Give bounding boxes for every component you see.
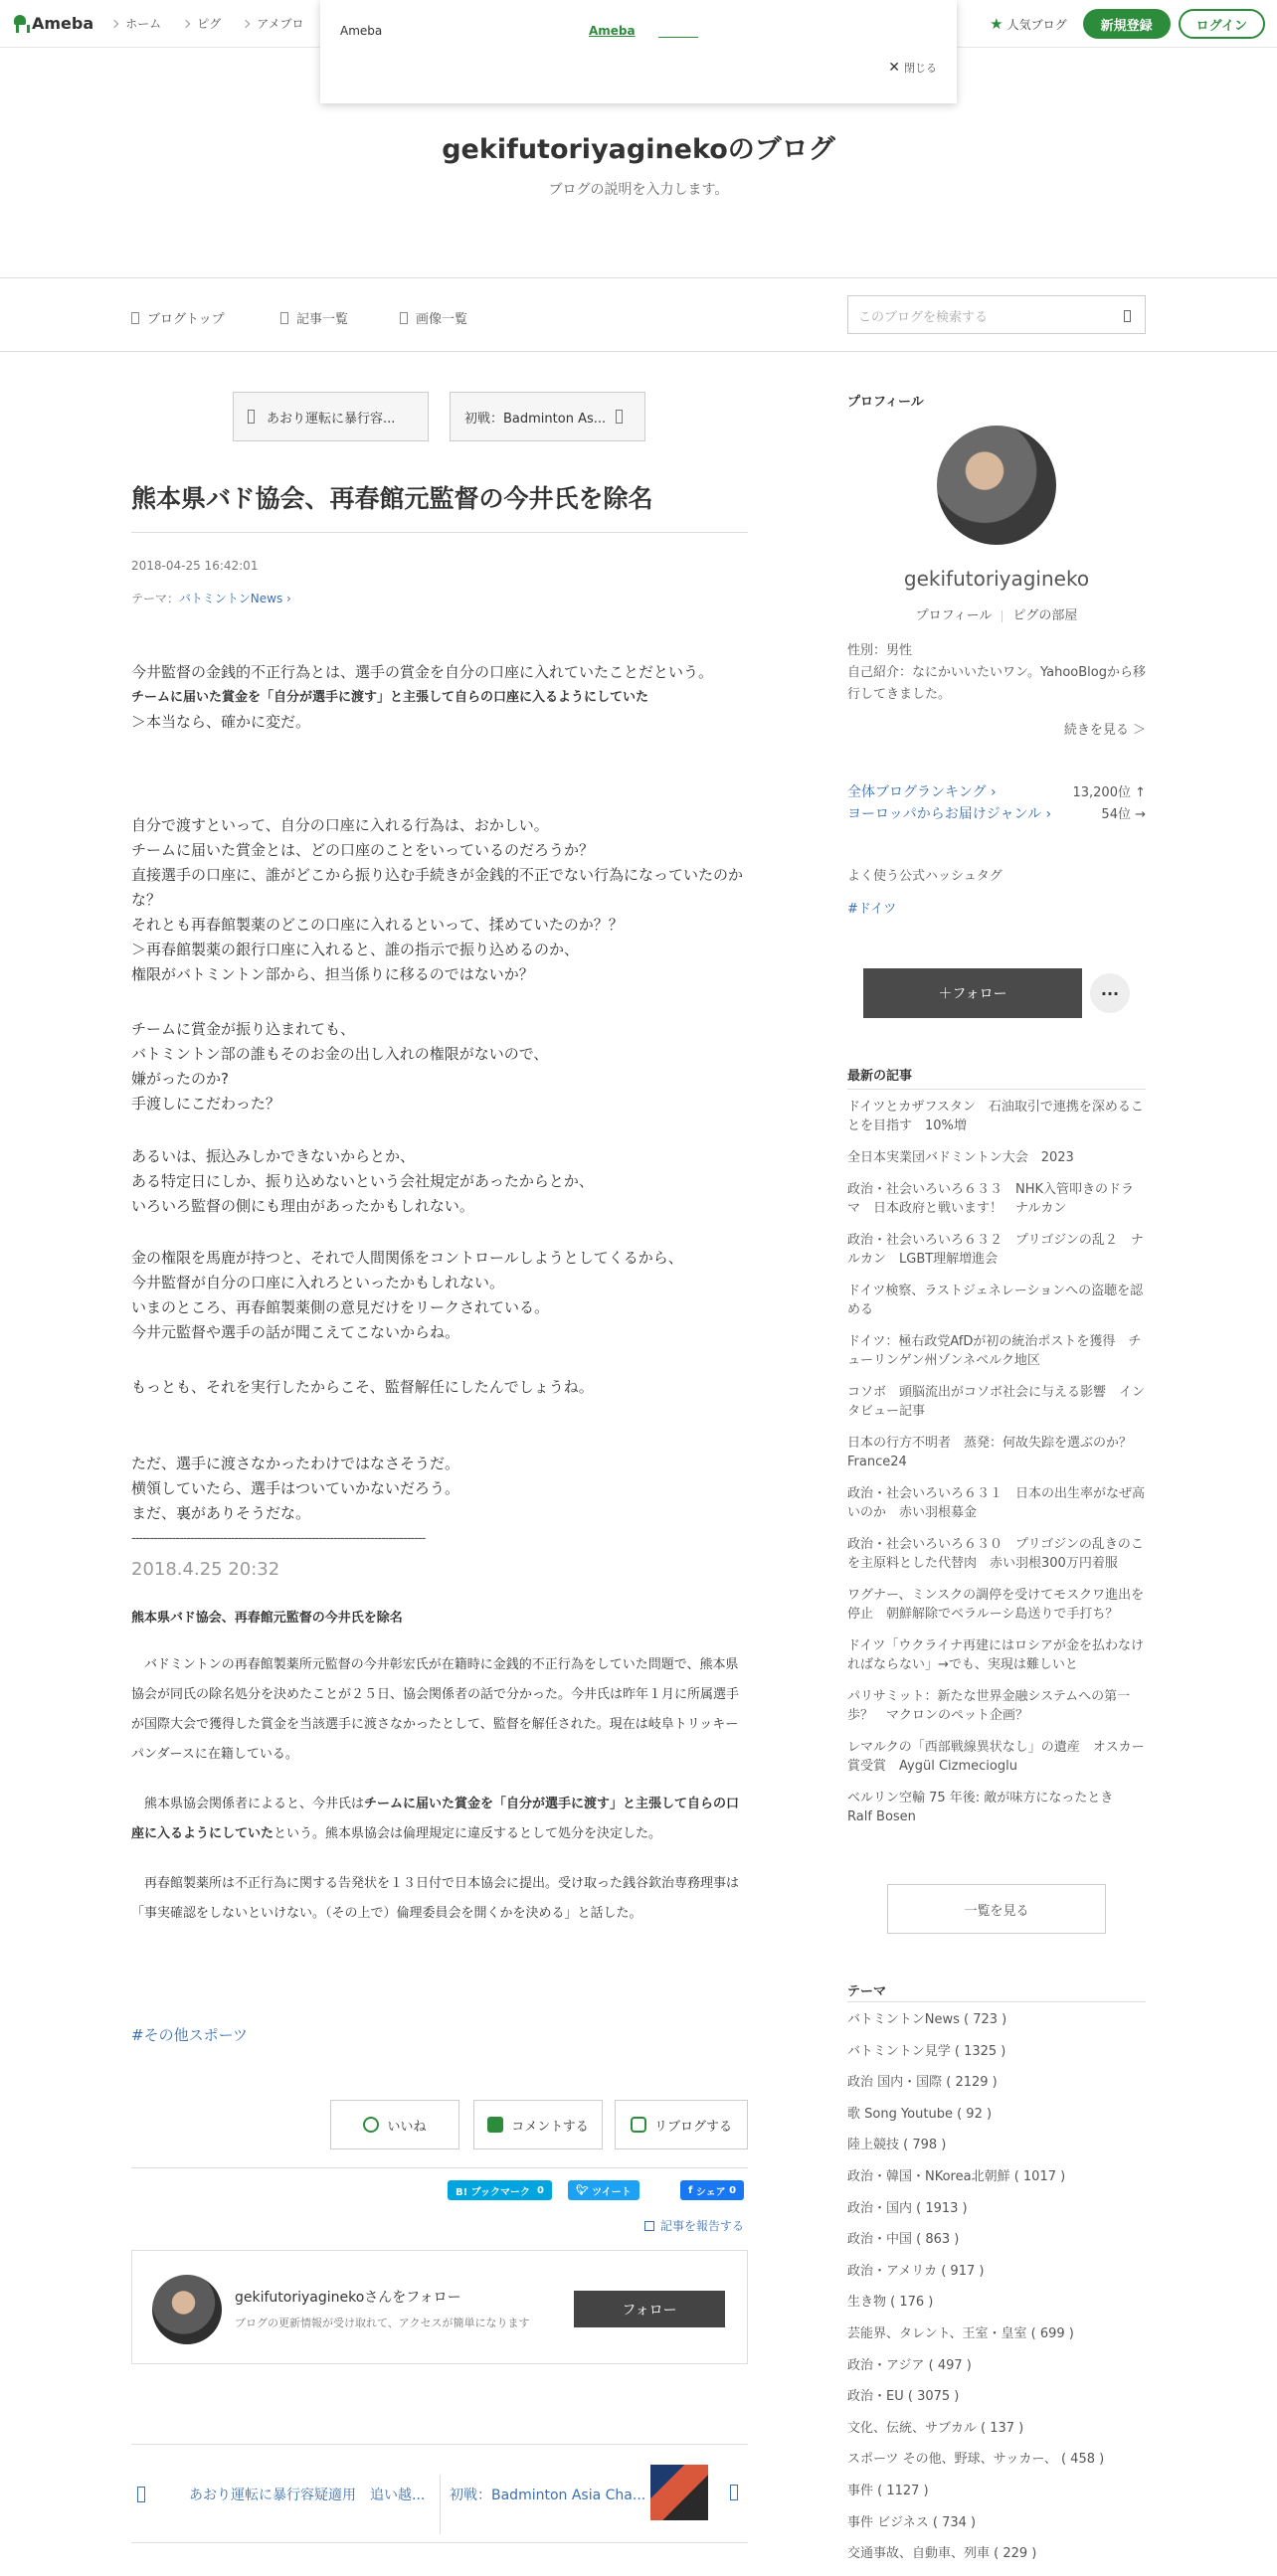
prev-entry-button[interactable]: [233, 392, 429, 441]
theme-item[interactable]: 事件 ビジネス ( 734 ): [847, 2514, 977, 2530]
quote-date: 2018.4.25 20:32: [131, 1559, 280, 1580]
home-icon: [131, 312, 139, 324]
ranking-label: ヨーロッパからお届けジャンル ›: [847, 806, 1052, 822]
overall-ranking[interactable]: [847, 781, 1146, 801]
hatena-bookmark-button[interactable]: [448, 2180, 552, 2200]
popup-link[interactable]: Ameba: [589, 24, 636, 38]
reblog-icon: [631, 2117, 646, 2133]
entry-text: チームに届いた賞金とは、どの口座のことをいっているのだろうか？: [131, 841, 595, 859]
quoted-news-title: 熊本県バド協会、再春館元監督の今井氏を除名: [131, 1611, 403, 1626]
header-actions: [990, 9, 1265, 39]
ranking-value: 13,200位 ↑: [1072, 785, 1146, 800]
nav-ameblo-label: アメブロ: [257, 17, 304, 31]
list-item[interactable]: ドイツとカザフスタン 石油取引で連携を深めることを目指す 10%増: [847, 1100, 1144, 1133]
more-options-button[interactable]: ···: [1090, 973, 1130, 1013]
entry-text: という。熊本県協会は倫理規定に違反するとして処分を決定した。: [274, 1826, 662, 1841]
theme-item[interactable]: 政治・韓国・NKorea北朝鮮 ( 1017 ): [847, 2168, 1066, 2184]
entry-theme: [131, 590, 291, 606]
entry-paragraph-6: [131, 1375, 748, 1400]
chevron-right-icon: ›: [282, 592, 291, 605]
follow-button[interactable]: フォロー: [574, 2291, 725, 2327]
like-label: いいね: [387, 2119, 427, 2135]
entry-text: 熊本県協会関係者によると、今井氏は: [131, 1797, 365, 1811]
entry-text: 今井監督が自分の口座に入れろといったかもしれない。: [131, 1274, 505, 1291]
theme-item[interactable]: 芸能界、タレント、王室・皇室 ( 699 ): [847, 2325, 1074, 2341]
profile-more-link[interactable]: 続きを見る ＞: [1063, 723, 1146, 738]
entry-text: ＞再春館製薬の銀行口座に入れると、誰の指示で振り込めるのか、: [131, 941, 580, 958]
theme-item[interactable]: 政治・アジア ( 497 ): [847, 2357, 972, 2373]
profile-avatar[interactable]: [937, 426, 1056, 545]
entry-paragraph-2: [131, 813, 748, 987]
nav-image-list-label: 画像一覧: [416, 312, 468, 327]
entry-paragraph-7: [131, 1452, 748, 1526]
chevron-left-icon: [248, 410, 255, 424]
hatena-label: B! ブックマーク: [456, 2186, 530, 2198]
entry-text: 今井元監督や選手の話が聞こえてこないからね。: [131, 1323, 460, 1341]
theme-item[interactable]: 生き物 ( 176 ): [847, 2295, 934, 2311]
hashtag-heading: よく使う公式ハッシュタグ: [847, 869, 1003, 884]
theme-item[interactable]: 政治・国内 ( 1913 ): [847, 2200, 968, 2216]
profile-info: [847, 640, 1146, 706]
chevron-right-icon: [616, 410, 623, 424]
theme-heading: テーマ: [847, 1984, 887, 1999]
avatar[interactable]: [152, 2275, 222, 2344]
entry-text: まだ、裏がありそうだな。: [131, 1504, 311, 1522]
prev-entry-link[interactable]: [131, 2475, 425, 2514]
theme-item[interactable]: 政治・中国 ( 863 ): [847, 2232, 960, 2248]
nav-home[interactable]: [111, 15, 161, 32]
next-entry-label: 初戦：Badminton As...: [464, 411, 607, 427]
nav-blog-top-label: ブログトップ: [147, 312, 225, 327]
list-item[interactable]: 政治・社会いろいろ６３３ NHK入管叩きのドラマ 日本政府と戦います！ ナルカン: [847, 1182, 1135, 1216]
prev-entry-title: あおり運転に暴行容疑適用 追い越...: [189, 2488, 426, 2503]
list-item[interactable]: ドイツ：極右政党AfDが初の統治ポストを獲得 チューリンゲン州ゾンネベルク地区: [847, 1334, 1142, 1368]
ameba-logo-icon: [12, 15, 28, 33]
nav-pig-label: ピグ: [197, 17, 222, 31]
link-separator: [1002, 610, 1003, 622]
report-entry-link[interactable]: [644, 2217, 744, 2234]
nav-image-list[interactable]: [400, 308, 467, 327]
hatena-count: 0: [536, 2184, 544, 2196]
flag-icon: [644, 2221, 654, 2231]
chevron-right-icon[interactable]: [730, 2485, 738, 2500]
like-button[interactable]: [330, 2100, 459, 2149]
follow-description: ブログの更新情報が受け取れて、アクセスが簡単になります: [235, 2317, 530, 2329]
popup-brand: Ameba: [340, 24, 383, 38]
theme-item[interactable]: スポーツ その他、野球、サッカー、 ( 458 ): [847, 2452, 1105, 2468]
pager-divider: [440, 2475, 441, 2534]
entry-text-bold: チームに届いた賞金を「自分が選手に渡す」と主張して自らの口座に入るようにしていた: [131, 690, 649, 705]
follow-title: gekifutoriyaginekoさんをフォロー: [235, 2290, 461, 2306]
chevron-right-icon: [182, 19, 190, 27]
entry-text: 直接選手の口座に、誰がどこから振り込む手続きが金銭的不正でない行為になっていたのかな？: [131, 866, 744, 909]
quoted-news-paragraph-1: バドミントンの再春館製薬所元監督の今井彰宏氏が在籍時に金銭的不正行為をしていた問題で、熊本県協会が同氏の除名処分を決めたことが２５日、協会関係者の話で分かった。今井氏は昨年１月に所属選手が国際大会で獲得した賞金を当該選手に渡さなかったとして、監督を解任された。現在は岐阜トリッキーパンダースに在籍している。: [131, 1657, 740, 1762]
theme-item[interactable]: 政治・EU ( 3075 ): [847, 2389, 960, 2405]
entry-paragraph-5: [131, 1246, 748, 1345]
follow-box: [131, 2250, 748, 2364]
ameba-logo[interactable]: [12, 14, 93, 33]
theme-list: [847, 2010, 1146, 2576]
profile-intro: 自己紹介：なにかいいたいワン。YahooBlogから移行してきました。: [847, 665, 1146, 702]
nav-entry-list-label: 記事一覧: [296, 312, 349, 327]
chevron-right-icon: [242, 19, 250, 27]
entry-title: 熊本県バド協会、再春館元監督の今井氏を除名: [131, 484, 653, 513]
search-icon[interactable]: [1124, 310, 1131, 322]
blog-title[interactable]: gekifutoriyaginekoのブログ: [442, 134, 835, 165]
theme-item[interactable]: バトミントンNews ( 723 ): [847, 2012, 1007, 2027]
entry-pager: [131, 2444, 748, 2543]
entry-text: 今井監督の金銭的不正行為とは、選手の賞金を自分の口座に入れていたことだという。: [131, 663, 714, 681]
separator-dashes: --------------------------------------------------------------------------------: [131, 1531, 426, 1546]
chevron-right-icon: [110, 19, 118, 27]
nav-pig[interactable]: [183, 15, 221, 32]
popular-blogs-label: 人気ブログ: [1006, 17, 1067, 32]
next-entry-title: 初戦：Badminton Asia Cha...: [450, 2488, 646, 2503]
entry-text: 横領していたら、選手はついていかないだろう。: [131, 1479, 460, 1497]
next-entry-thumbnail[interactable]: [650, 2465, 708, 2520]
ameba-logo-text: Ameba: [32, 14, 94, 33]
star-icon: ★: [990, 15, 1003, 33]
list-item[interactable]: 日本の行方不明者 蒸発：何故失踪を選ぶのか？ France24: [847, 1436, 1146, 1469]
pig-room-link[interactable]: ピグの部屋: [1012, 608, 1078, 623]
hashtag-link[interactable]: #ドイツ: [847, 902, 897, 917]
entry-text-bold: チームに届いた賞金を「自分が選手に渡す」と主張して自らの口座に入るようにしていた: [131, 1797, 740, 1841]
theme-item[interactable]: 事件 ( 1127 ): [847, 2483, 929, 2498]
profile-links: [847, 604, 1146, 623]
comment-label: コメントする: [511, 2119, 589, 2135]
latest-heading: 最新の記事: [847, 1069, 913, 1084]
image-icon: [400, 312, 408, 324]
profile-gender: 性別：男性: [847, 643, 913, 658]
profile-heading: プロフィール: [847, 395, 924, 410]
list-item[interactable]: ベルリン空輸 75 年後: 敵が味方になったとき Ralf Bosen: [847, 1791, 1127, 1824]
sidebar-follow-button[interactable]: ＋フォロー: [863, 968, 1082, 1018]
entry-paragraph-3: [131, 1017, 748, 1116]
genre-ranking[interactable]: [847, 803, 1146, 823]
theme-item[interactable]: 文化、伝統、サブカル ( 137 ): [847, 2420, 1024, 2436]
theme-item[interactable]: 陸上競技 ( 798 ): [847, 2138, 947, 2153]
list-icon: [280, 312, 288, 324]
popup-link-underline[interactable]: [658, 24, 698, 38]
theme-item[interactable]: 歌 Song Youtube ( 92 ): [847, 2106, 993, 2122]
global-nav: [111, 15, 325, 32]
profile-name[interactable]: gekifutoriyagineko: [903, 567, 1090, 591]
theme-item[interactable]: 政治 国内・国際 ( 2129 ): [847, 2075, 998, 2091]
entry-text: 金の権限を馬鹿が持つと、それで人間関係をコントロールしようとしてくるから、: [131, 1249, 683, 1267]
list-item[interactable]: レマルクの「西部戦線異状なし」の遺産 オスカー賞受賞 Aygül Cizmecioglu: [847, 1740, 1145, 1774]
list-item[interactable]: 政治・社会いろいろ６３２ プリゴジンの乱２ ナルカン LGBT理解増進会: [847, 1233, 1144, 1267]
register-button[interactable]: 新規登録: [1083, 9, 1171, 39]
popular-blogs-link[interactable]: [990, 15, 1066, 33]
entry-text: 嫌がったのか?: [131, 1070, 229, 1088]
prev-entry-label: あおり運転に暴行容...: [267, 411, 396, 427]
ranking-label: 全体ブログランキング ›: [847, 784, 997, 800]
login-button[interactable]: ログイン: [1179, 9, 1265, 39]
title-divider: [131, 532, 748, 533]
next-entry-link[interactable]: [450, 2475, 645, 2514]
entry-theme-label: テーマ：: [131, 592, 180, 605]
nav-ameblo[interactable]: [243, 15, 303, 32]
list-item[interactable]: パリサミット：新たな世界金融システムへの第一歩？ マクロンのペット企画？: [847, 1689, 1131, 1723]
theme-divider: [847, 2001, 1146, 2002]
entry-text: 自分で渡すといって、自分の口座に入れる行為は、おかしい。: [131, 816, 549, 834]
entry-text: もっとも、それを実行したからこそ、監督解任にしたんでしょうね。: [131, 1378, 594, 1396]
facebook-label: シェア: [695, 2186, 726, 2198]
entry-text: あるいは、振込みしかできないからとか、: [131, 1147, 416, 1165]
nav-home-label: ホーム: [125, 17, 162, 31]
entry-hashtag[interactable]: #その他スポーツ: [131, 2026, 248, 2044]
entry-text: ある特定日にしか、振り込めないという会社規定があったからとか、: [131, 1172, 594, 1190]
nav-entry-list[interactable]: [280, 308, 348, 327]
popup-close-label: 閉じる: [904, 62, 937, 75]
list-item[interactable]: ドイツ検察、ラストジェネレーションへの盗聴を認める: [847, 1284, 1144, 1317]
latest-entries: [847, 1098, 1146, 1839]
nav-blog-top[interactable]: [131, 308, 225, 327]
list-item[interactable]: 政治・社会いろいろ６３１ 日本の出生率がなぜ高いのか 赤い羽根募金: [847, 1486, 1146, 1520]
profile-link[interactable]: プロフィール: [915, 608, 993, 623]
tweet-button[interactable]: [568, 2180, 639, 2200]
entry-text: いろいろ監督の側にも理由があったかもしれない。: [131, 1197, 474, 1215]
theme-item[interactable]: 交通事故、自動車、列車 ( 229 ): [847, 2546, 1037, 2562]
ranking-value: 54位 →: [1101, 807, 1146, 822]
close-icon: ✕: [888, 60, 900, 76]
entry-text: チームに賞金が振り込まれても、: [131, 1020, 356, 1038]
chevron-left-icon: [137, 2487, 145, 2502]
next-entry-button[interactable]: [450, 392, 645, 441]
entry-paragraph-1: [131, 660, 748, 735]
entry-text: ただ、選手に渡さなかったわけではなさそうだ。: [131, 1455, 460, 1472]
smile-icon: [363, 2117, 379, 2133]
comment-button[interactable]: [473, 2100, 603, 2149]
entry-text: 権限がバトミントン部から、担当係りに移るのではないか？: [131, 965, 534, 983]
entry-text: 手渡しにこだわった？: [131, 1095, 280, 1113]
facebook-share-button[interactable]: [680, 2180, 744, 2200]
blog-search-input[interactable]: [847, 295, 1146, 334]
tweet-label: ツイート: [592, 2186, 632, 2198]
latest-divider: [847, 1089, 1146, 1090]
facebook-icon: f: [688, 2184, 693, 2196]
quoted-news-paragraph-3: 再春館製薬所は不正行為に関する告発状を１３日付で日本協会に提出。受け取った銭谷欽治専務理事は「事実確認をしないといけない。（その上で）倫理委員会を開くかを決める」と話した。: [131, 1876, 740, 1921]
twitter-icon: 🐦︎: [576, 2184, 589, 2196]
entry-date: 2018-04-25 16:42:01: [131, 559, 259, 573]
list-item[interactable]: コソボ 頭脳流出がコソボ社会に与える影響 インタビュー記事: [847, 1385, 1146, 1419]
facebook-count: 0: [729, 2184, 737, 2196]
view-all-entries-button[interactable]: 一覧を見る: [887, 1884, 1106, 1934]
entry-text: それとも再春館製薬のどこの口座に入れるといって、揉めていたのか？？: [131, 916, 624, 934]
reblog-label: リブログする: [653, 2119, 732, 2135]
list-item[interactable]: 政治・社会いろいろ６３０ プリゴジンの乱きのこを主原料とした代替肉 赤い羽根300万円着服: [847, 1537, 1144, 1571]
entry-text: ＞本当なら、確かに変だ。: [131, 713, 311, 731]
entry-paragraph-4: [131, 1144, 748, 1219]
notice-popup: [320, 0, 957, 103]
search-placeholder: このブログを検索する: [858, 310, 989, 325]
reblog-button[interactable]: [615, 2100, 748, 2149]
blog-nav: [0, 277, 1277, 352]
report-label: 記事を報告する: [660, 2219, 745, 2233]
theme-item[interactable]: 政治・アメリカ ( 917 ): [847, 2263, 985, 2279]
list-item[interactable]: 全日本実業団バドミントン大会 2023: [847, 1150, 1074, 1165]
share-divider: [131, 2167, 748, 2168]
ranking-label-text: 全体ブログランキング: [847, 784, 987, 800]
entry-text: バトミントン部の誰もそのお金の出し入れの権限がないので、: [131, 1045, 549, 1063]
entry-text: いまのところ、再春館製薬側の意見だけをリークされている。: [131, 1298, 550, 1316]
comment-icon: [487, 2117, 503, 2133]
theme-item[interactable]: バトミントン見学 ( 1325 ): [847, 2043, 1006, 2059]
entry-theme-link[interactable]: バトミントンNews: [179, 592, 283, 605]
list-item[interactable]: ワグナー、ミンスクの調停を受けてモスクワ進出を停止 朝鮮解除でベラルーシ島送りで手打ち？: [847, 1588, 1145, 1622]
ranking-label-text: ヨーロッパからお届けジャンル: [847, 806, 1042, 822]
popup-close-button[interactable]: [888, 60, 937, 76]
quoted-news-paragraph-2: [131, 1790, 748, 1849]
blog-description: ブログの説明を入力します。: [548, 182, 729, 198]
list-item[interactable]: ドイツ「ウクライナ再建にはロシアが金を払わなければならない」→でも、実現は難しいと: [847, 1638, 1144, 1672]
